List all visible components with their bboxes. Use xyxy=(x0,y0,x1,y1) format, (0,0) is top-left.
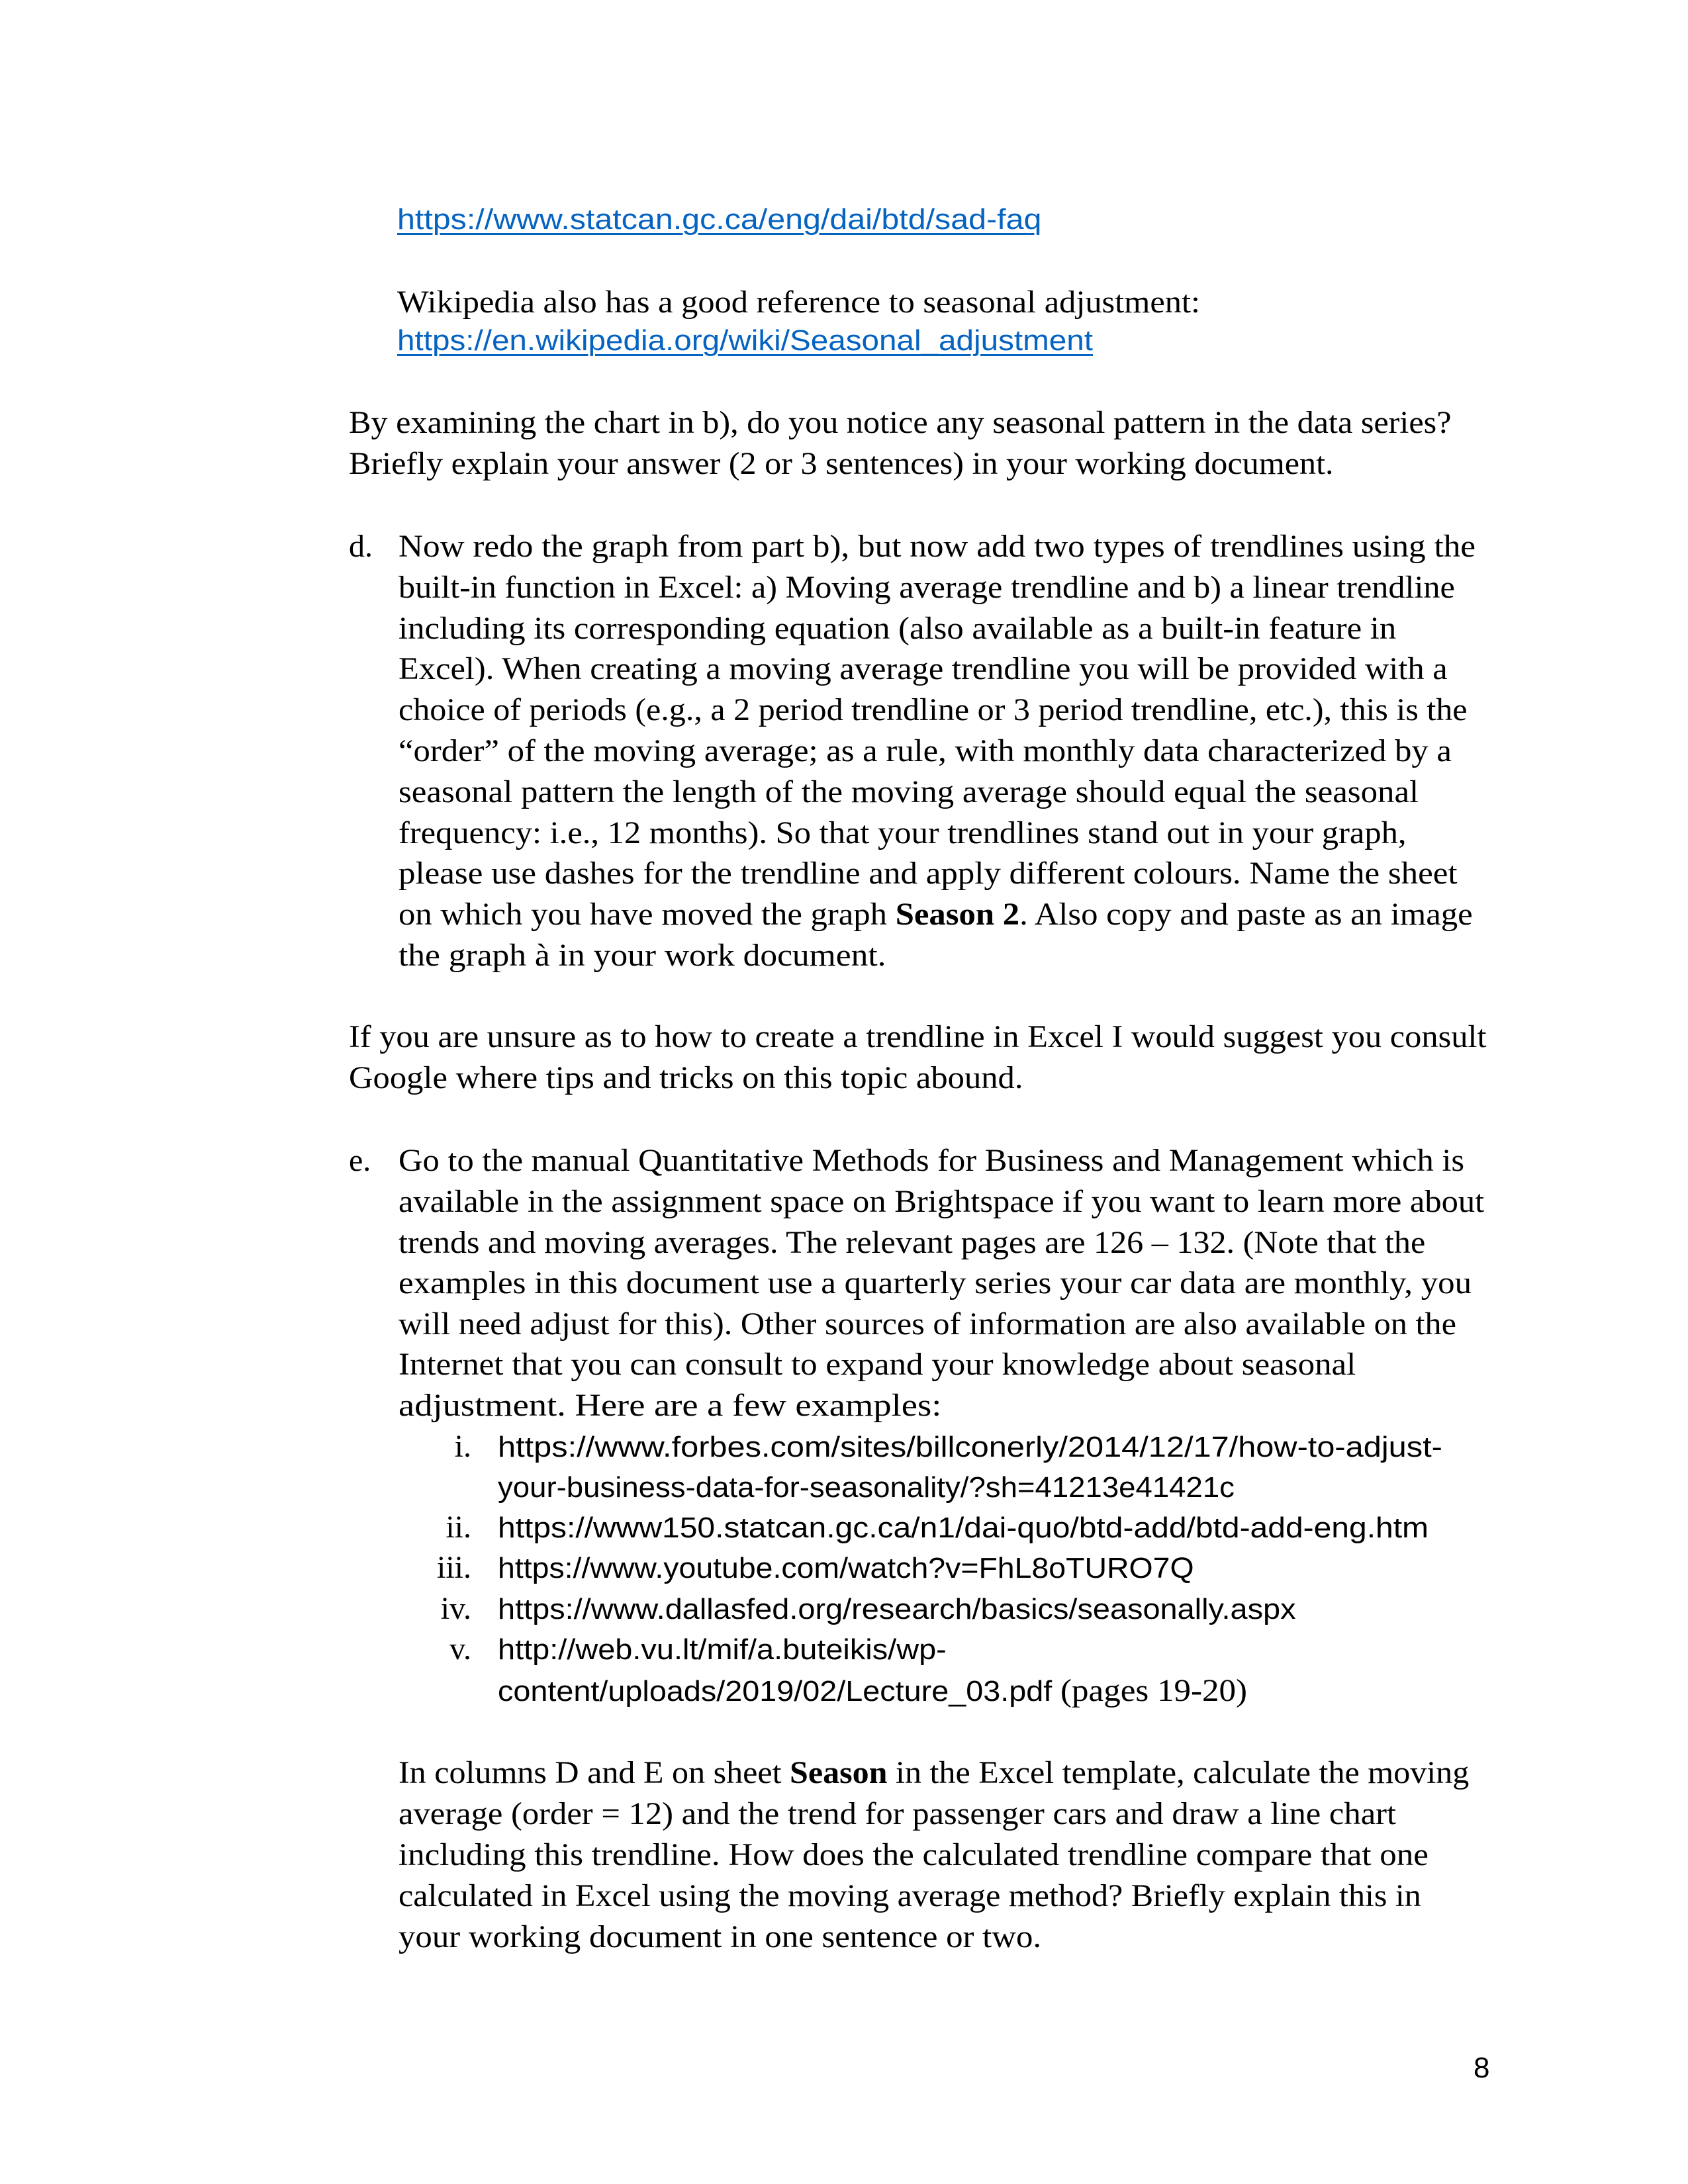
source-url-forbes-cont[interactable]: your-business-data-for-seasonality/?sh=41213e41421c xyxy=(498,1471,1235,1504)
paragraph-line: available in the assignment space on Brightspace if you want to learn more about xyxy=(399,1183,1485,1219)
paragraph-line: your working document in one sentence or two. xyxy=(399,1919,1042,1954)
wikipedia-seasonal-adjustment-link[interactable]: https://en.wikipedia.org/wiki/Seasonal_adjustment xyxy=(397,324,1094,357)
paragraph-line xyxy=(399,895,1473,934)
paragraph-line: If you are unsure as to how to create a trendline in Excel I would suggest you consult xyxy=(349,1019,1487,1054)
paragraph-line: please use dashes for the trendline and apply different colours. Name the sheet xyxy=(399,855,1458,891)
pages-note: (pages 19-20) xyxy=(1052,1673,1247,1709)
sheet-name-season: Season xyxy=(790,1754,888,1790)
paragraph-line: Excel). When creating a moving average trendline you will be provided with a xyxy=(399,651,1448,686)
paragraph-line: including this trendline. How does the calculated trendline compare that one xyxy=(399,1837,1429,1872)
page-number: 8 xyxy=(1474,2052,1490,2085)
source-url-vu-lecture-cont[interactable] xyxy=(498,1671,1247,1711)
paragraph-line: adjustment. Here are a few examples: xyxy=(399,1387,942,1423)
paragraph-line: Go to the manual Quantitative Methods for Business and Management which is xyxy=(399,1142,1465,1178)
source-url-vu-lecture[interactable]: http://web.vu.lt/mif/a.buteikis/wp- xyxy=(498,1633,947,1666)
paragraph-line xyxy=(399,1753,1469,1793)
list-numeral: v. xyxy=(449,1631,471,1666)
sheet-name-season-2: Season 2 xyxy=(895,896,1020,932)
paragraph-line: built-in function in Excel: a) Moving average trendline and b) a linear trendline xyxy=(399,569,1455,605)
paragraph-line: calculated in Excel using the moving average method? Briefly explain this in xyxy=(399,1878,1421,1913)
paragraph-line: average (order = 12) and the trend for passenger cars and draw a line chart xyxy=(399,1796,1397,1831)
paragraph-line: trends and moving averages. The relevant pages are 126 – 132. (Note that the xyxy=(399,1224,1426,1260)
source-url-youtube[interactable]: https://www.youtube.com/watch?v=FhL8oTURO7Q xyxy=(498,1552,1194,1585)
paragraph-line: Briefly explain your answer (2 or 3 sentences) in your working document. xyxy=(349,445,1334,481)
text-run: . Also copy and paste as an image xyxy=(1019,896,1473,932)
list-numeral: iii. xyxy=(436,1549,471,1585)
list-marker-d: d. xyxy=(349,528,373,564)
paragraph-line: the graph à in your work document. xyxy=(399,937,886,973)
text-run: In columns D and E on sheet xyxy=(399,1754,790,1790)
wikipedia-intro-text: Wikipedia also has a good reference to seasonal adjustment: xyxy=(397,284,1200,320)
paragraph-line: seasonal pattern the length of the moving average should equal the seasonal xyxy=(399,774,1419,809)
paragraph-line: By examining the chart in b), do you notice any seasonal pattern in the data series? xyxy=(349,404,1452,440)
list-marker-e: e. xyxy=(349,1142,371,1178)
source-url-dallasfed[interactable]: https://www.dallasfed.org/research/basics/seasonally.aspx xyxy=(498,1593,1296,1626)
list-numeral: i. xyxy=(454,1428,471,1464)
paragraph-line: frequency: i.e., 12 months). So that your trendlines stand out in your graph, xyxy=(399,815,1407,850)
source-url-statcan[interactable]: https://www150.statcan.gc.ca/n1/dai-quo/btd-add/btd-add-eng.htm xyxy=(498,1512,1429,1545)
statcan-faq-link[interactable]: https://www.statcan.gc.ca/eng/dai/btd/sad-faq xyxy=(397,203,1042,236)
text-run: content/uploads/2019/02/Lecture_03.pdf xyxy=(498,1675,1053,1708)
list-numeral: ii. xyxy=(445,1509,471,1545)
paragraph-line: including its corresponding equation (also available as a built-in feature in xyxy=(399,610,1397,646)
text-run: on which you have moved the graph xyxy=(399,896,896,932)
paragraph-line: Now redo the graph from part b), but now add two types of trendlines using the xyxy=(399,528,1476,564)
source-url-forbes[interactable]: https://www.forbes.com/sites/billconerly/2014/12/17/how-to-adjust- xyxy=(498,1431,1442,1464)
paragraph-line: Google where tips and tricks on this topic abound. xyxy=(349,1060,1023,1095)
text-run: in the Excel template, calculate the moving xyxy=(887,1754,1470,1790)
paragraph-line: “order” of the moving average; as a rule, with monthly data characterized by a xyxy=(399,733,1452,768)
paragraph-line: will need adjust for this). Other sources of information are also available on the xyxy=(399,1306,1456,1342)
paragraph-line: choice of periods (e.g., a 2 period trendline or 3 period trendline, etc.), this is the xyxy=(399,692,1468,727)
paragraph-line: Internet that you can consult to expand your knowledge about seasonal xyxy=(399,1346,1356,1382)
list-numeral: iv. xyxy=(440,1590,471,1626)
paragraph-line: examples in this document use a quarterly series your car data are monthly, you xyxy=(399,1265,1472,1300)
